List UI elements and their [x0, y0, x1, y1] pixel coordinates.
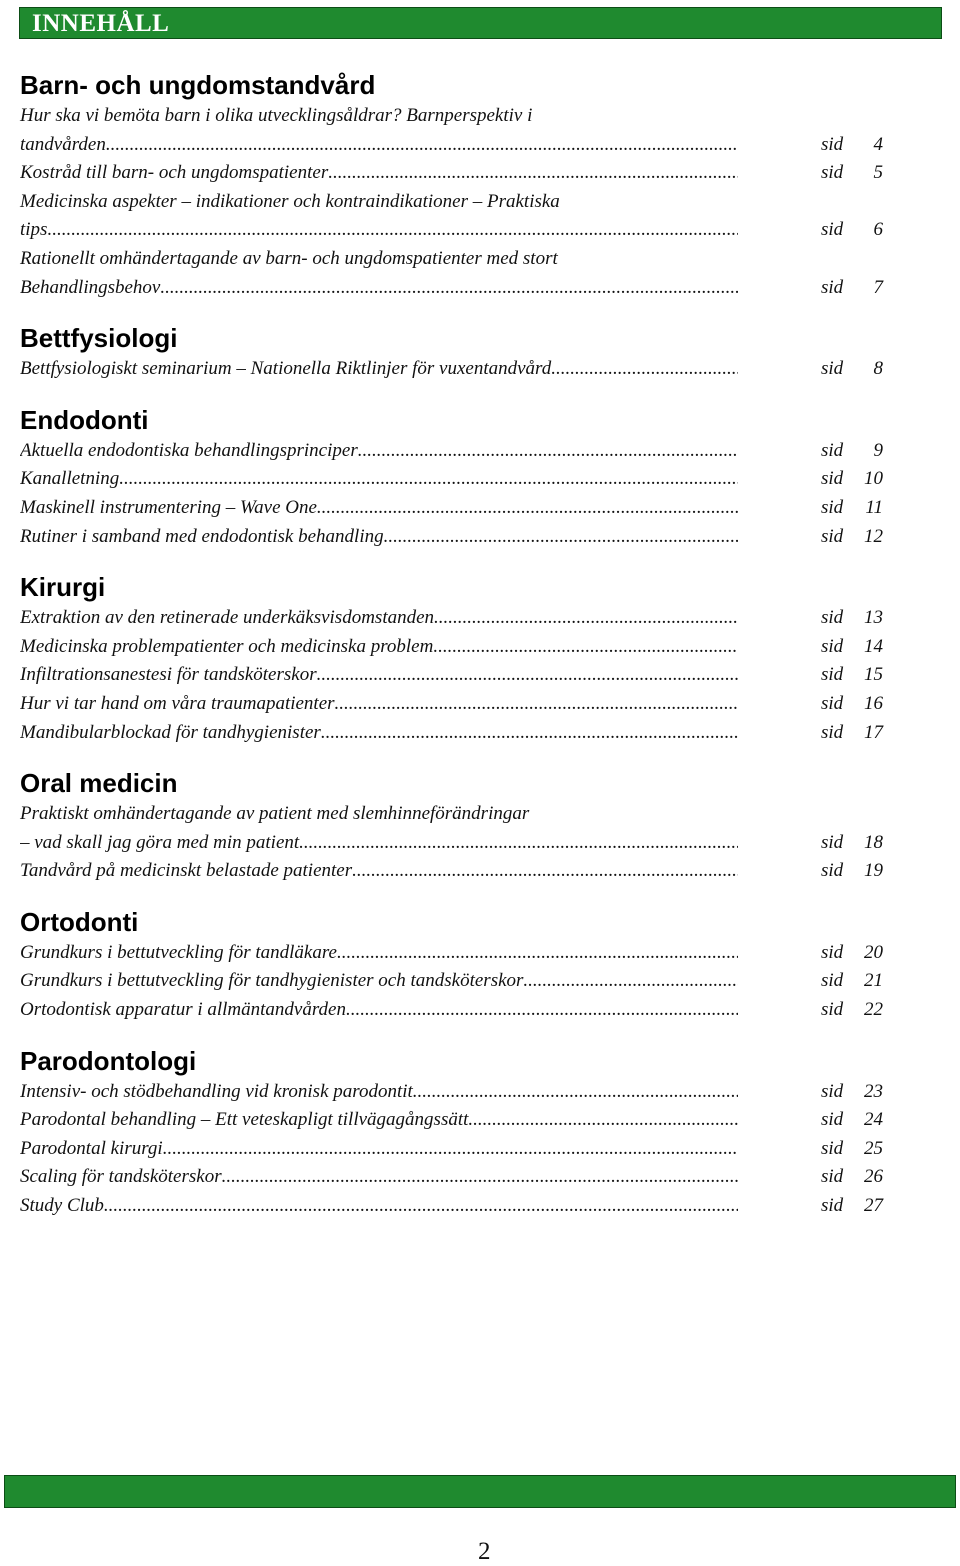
entry-text: Extraktion av den retinerade underkäksvisdomstanden: [20, 607, 435, 629]
toc-entry[interactable]: [20, 719, 900, 748]
entry-text: Medicinska problempatienter och medicinska problem: [20, 635, 434, 657]
dot-leader: [47, 216, 738, 245]
entry-line: [20, 437, 738, 466]
entry-text: Maskinell instrumentering – Wave One: [20, 496, 317, 518]
page-reference: [821, 690, 883, 719]
entry-line: [20, 661, 738, 690]
sid-label: sid: [821, 1195, 844, 1217]
toc-entry[interactable]: [20, 437, 900, 466]
section-title: Ortodonti: [20, 906, 139, 937]
page-ref-number: 9: [873, 439, 883, 461]
entry-text: tandvården: [20, 133, 106, 155]
entry-line: [20, 829, 738, 858]
page-reference: [821, 1106, 883, 1135]
entry-line: [20, 465, 738, 494]
page-ref-number: 27: [864, 1195, 883, 1217]
section-title: Parodontologi: [20, 1045, 197, 1076]
toc-entry[interactable]: [20, 1106, 900, 1135]
entry-lead-text: Medicinska aspekter – indikationer och kontraindikationer – Praktiska: [20, 190, 560, 212]
dot-leader: [433, 633, 738, 662]
page-ref-number: 26: [864, 1166, 883, 1188]
sid-label: sid: [821, 692, 844, 714]
page-ref-number: 16: [864, 692, 883, 714]
dot-leader: [222, 1163, 738, 1192]
entry-text: Ortodontisk apparatur i allmäntandvården: [20, 999, 346, 1021]
entry-text: Grundkurs i bettutveckling för tandhygienister och tandsköterskor: [20, 970, 524, 992]
toc-entry[interactable]: [20, 857, 900, 886]
dot-leader: [551, 355, 738, 384]
entry-line: [20, 216, 738, 245]
page-ref-number: 7: [873, 276, 883, 298]
section-title: Oral medicin: [20, 768, 178, 799]
toc-section: [20, 1042, 900, 1221]
dot-leader: [352, 857, 738, 886]
dot-leader: [384, 523, 738, 552]
dot-leader: [523, 967, 738, 996]
sid-label: sid: [821, 860, 844, 882]
toc-entry[interactable]: [20, 102, 900, 159]
entry-line: [20, 1192, 738, 1221]
sid-label: sid: [821, 1166, 844, 1188]
page-reference: [821, 857, 883, 886]
dot-leader: [317, 494, 738, 523]
page-ref-number: 17: [864, 721, 883, 743]
entry-text: Infiltrationsanestesi för tandsköterskor: [20, 664, 317, 686]
entry-line: [20, 274, 738, 303]
toc-entry[interactable]: [20, 604, 900, 633]
page-reference: [821, 274, 883, 303]
sid-label: sid: [821, 664, 844, 686]
page-title: INNEHÅLL: [32, 10, 170, 37]
page-ref-number: 25: [864, 1137, 883, 1159]
sid-label: sid: [821, 439, 844, 461]
toc-section: [20, 903, 900, 1025]
page-reference: [821, 159, 883, 188]
toc-entry[interactable]: [20, 996, 900, 1025]
page-reference: [821, 633, 883, 662]
page-reference: [821, 1078, 883, 1107]
sid-label: sid: [821, 276, 844, 298]
toc-entry[interactable]: [20, 1078, 900, 1107]
entry-line: [20, 159, 738, 188]
dot-leader: [358, 437, 738, 466]
entry-text: Hur vi tar hand om våra traumapatienter: [20, 692, 335, 714]
toc-section: [20, 401, 900, 551]
page-ref-number: 18: [864, 831, 883, 853]
entry-line: [20, 633, 738, 662]
page-reference: [821, 1163, 883, 1192]
toc-entry[interactable]: [20, 494, 900, 523]
page-reference: [821, 996, 883, 1025]
dot-leader: [299, 829, 738, 858]
dot-leader: [317, 661, 738, 690]
page-reference: [821, 355, 883, 384]
entry-text: Kostråd till barn- och ungdomspatienter: [20, 162, 329, 184]
entry-text: Tandvård på medicinskt belastade patienter: [20, 860, 353, 882]
page-reference: [821, 829, 883, 858]
page-ref-number: 22: [864, 999, 883, 1021]
entry-text: Parodontal behandling – Ett veteskapligt tillvägagångssätt: [20, 1109, 469, 1131]
dot-leader: [163, 1135, 738, 1164]
toc-entry[interactable]: [20, 939, 900, 968]
dot-leader: [321, 719, 738, 748]
sid-label: sid: [821, 999, 844, 1021]
entry-line: [20, 131, 738, 160]
table-of-contents: [20, 66, 900, 1238]
sid-label: sid: [821, 831, 844, 853]
entry-line: [20, 1135, 738, 1164]
page-ref-number: 24: [864, 1109, 883, 1131]
page-number: 2: [478, 1538, 491, 1565]
page-reference: [821, 939, 883, 968]
entry-line: [20, 857, 738, 886]
section-title: Endodonti: [20, 404, 149, 435]
entry-line: [20, 523, 738, 552]
sid-label: sid: [821, 219, 844, 241]
page-ref-number: 8: [873, 358, 883, 380]
dot-leader: [328, 159, 738, 188]
page-ref-number: 5: [873, 162, 883, 184]
page-ref-number: 11: [865, 496, 883, 518]
page-ref-number: 6: [873, 219, 883, 241]
dot-leader: [434, 604, 738, 633]
page-reference: [821, 465, 883, 494]
page-reference: [821, 494, 883, 523]
entry-lead-text: Rationellt omhändertagande av barn- och ungdomspatienter med stort: [20, 247, 558, 269]
sid-label: sid: [821, 970, 844, 992]
page-ref-number: 19: [864, 860, 883, 882]
page-ref-number: 23: [864, 1080, 883, 1102]
page-reference: [821, 604, 883, 633]
entry-line: [20, 494, 738, 523]
toc-entry[interactable]: [20, 633, 900, 662]
page-reference: [821, 719, 883, 748]
page-ref-number: 4: [873, 133, 883, 155]
entry-text: Intensiv- och stödbehandling vid kronisk parodontit: [20, 1080, 413, 1102]
sid-label: sid: [821, 1109, 844, 1131]
toc-entry[interactable]: [20, 967, 900, 996]
entry-lead-text: Hur ska vi bemöta barn i olika utvecklingsåldrar? Barnperspektiv i: [20, 105, 533, 126]
section-title: Bettfysiologi: [20, 323, 178, 354]
page-reference: [821, 1135, 883, 1164]
page-ref-number: 21: [864, 970, 883, 992]
entry-line: [20, 996, 738, 1025]
dot-leader: [119, 465, 738, 494]
entry-lead-text: Praktiskt omhändertagande av patient med slemhinneförändringar: [20, 803, 530, 825]
dot-leader: [106, 131, 738, 160]
page-ref-number: 13: [864, 607, 883, 629]
dot-leader: [160, 274, 738, 303]
dot-leader: [104, 1192, 738, 1221]
entry-line: [20, 939, 738, 968]
page-reference: [821, 523, 883, 552]
entry-line: [20, 355, 738, 384]
entry-line: [20, 1078, 738, 1107]
toc-section: [20, 319, 900, 384]
entry-text: Kanalletning: [20, 468, 120, 490]
toc-entry[interactable]: [20, 355, 900, 384]
toc-entry[interactable]: [20, 245, 900, 302]
section-title: Barn- och ungdomstandvård: [20, 70, 376, 100]
toc-section: [20, 764, 900, 886]
entry-text: Study Club: [20, 1195, 104, 1217]
toc-entry[interactable]: [20, 1192, 900, 1221]
entry-text: Scaling för tandsköterskor: [20, 1166, 222, 1188]
entry-text: Bettfysiologiskt seminarium – Nationella Riktlinjer för vuxentandvård: [20, 358, 552, 380]
page-reference: [821, 1192, 883, 1221]
entry-text: Parodontal kirurgi: [20, 1137, 163, 1159]
toc-entry[interactable]: [20, 523, 900, 552]
sid-label: sid: [821, 496, 844, 518]
dot-leader: [468, 1106, 738, 1135]
page-ref-number: 12: [864, 525, 883, 547]
toc-section: [20, 66, 900, 302]
entry-text: Mandibularblockad för tandhygienister: [20, 721, 321, 743]
sid-label: sid: [821, 468, 844, 490]
dot-leader: [337, 939, 738, 968]
dot-leader: [346, 996, 738, 1025]
dot-leader: [335, 690, 738, 719]
toc-entry[interactable]: [20, 800, 900, 857]
sid-label: sid: [821, 525, 844, 547]
sid-label: sid: [821, 358, 844, 380]
entry-line: [20, 1106, 738, 1135]
entry-text: Grundkurs i bettutveckling för tandläkare: [20, 941, 337, 963]
toc-section: [20, 568, 900, 747]
sid-label: sid: [821, 162, 844, 184]
entry-text: – vad skall jag göra med min patient: [20, 831, 300, 853]
entry-text: Rutiner i samband med endodontisk behandling: [20, 525, 384, 547]
entry-text: Behandlingsbehov: [20, 276, 161, 298]
page-ref-number: 15: [864, 664, 883, 686]
entry-line: [20, 967, 738, 996]
entry-line: [20, 690, 738, 719]
section-title: Kirurgi: [20, 572, 106, 603]
toc-entry[interactable]: [20, 188, 900, 245]
toc-entry[interactable]: [20, 465, 900, 494]
entry-line: [20, 604, 738, 633]
sid-label: sid: [821, 607, 844, 629]
entry-line: [20, 719, 738, 748]
toc-entry[interactable]: [20, 690, 900, 719]
sid-label: sid: [821, 721, 844, 743]
toc-entry[interactable]: [20, 159, 900, 188]
footer-bar: [4, 1475, 956, 1508]
dot-leader: [413, 1078, 738, 1107]
page-ref-number: 10: [864, 468, 883, 490]
sid-label: sid: [821, 1137, 844, 1159]
header-bar: [19, 7, 942, 39]
page-reference: [821, 661, 883, 690]
entry-text: Aktuella endodontiska behandlingsprinciper: [20, 439, 358, 461]
page-ref-number: 14: [864, 635, 883, 657]
page-reference: [821, 216, 883, 245]
sid-label: sid: [821, 635, 844, 657]
toc-entry[interactable]: [20, 1163, 900, 1192]
toc-entry[interactable]: [20, 661, 900, 690]
entry-line: [20, 1163, 738, 1192]
page-reference: [821, 131, 883, 160]
sid-label: sid: [821, 941, 844, 963]
sid-label: sid: [821, 133, 844, 155]
page-reference: [821, 967, 883, 996]
entry-text: tips: [20, 219, 48, 241]
page-ref-number: 20: [864, 941, 883, 963]
page-reference: [821, 437, 883, 466]
toc-entry[interactable]: [20, 1135, 900, 1164]
sid-label: sid: [821, 1080, 844, 1102]
